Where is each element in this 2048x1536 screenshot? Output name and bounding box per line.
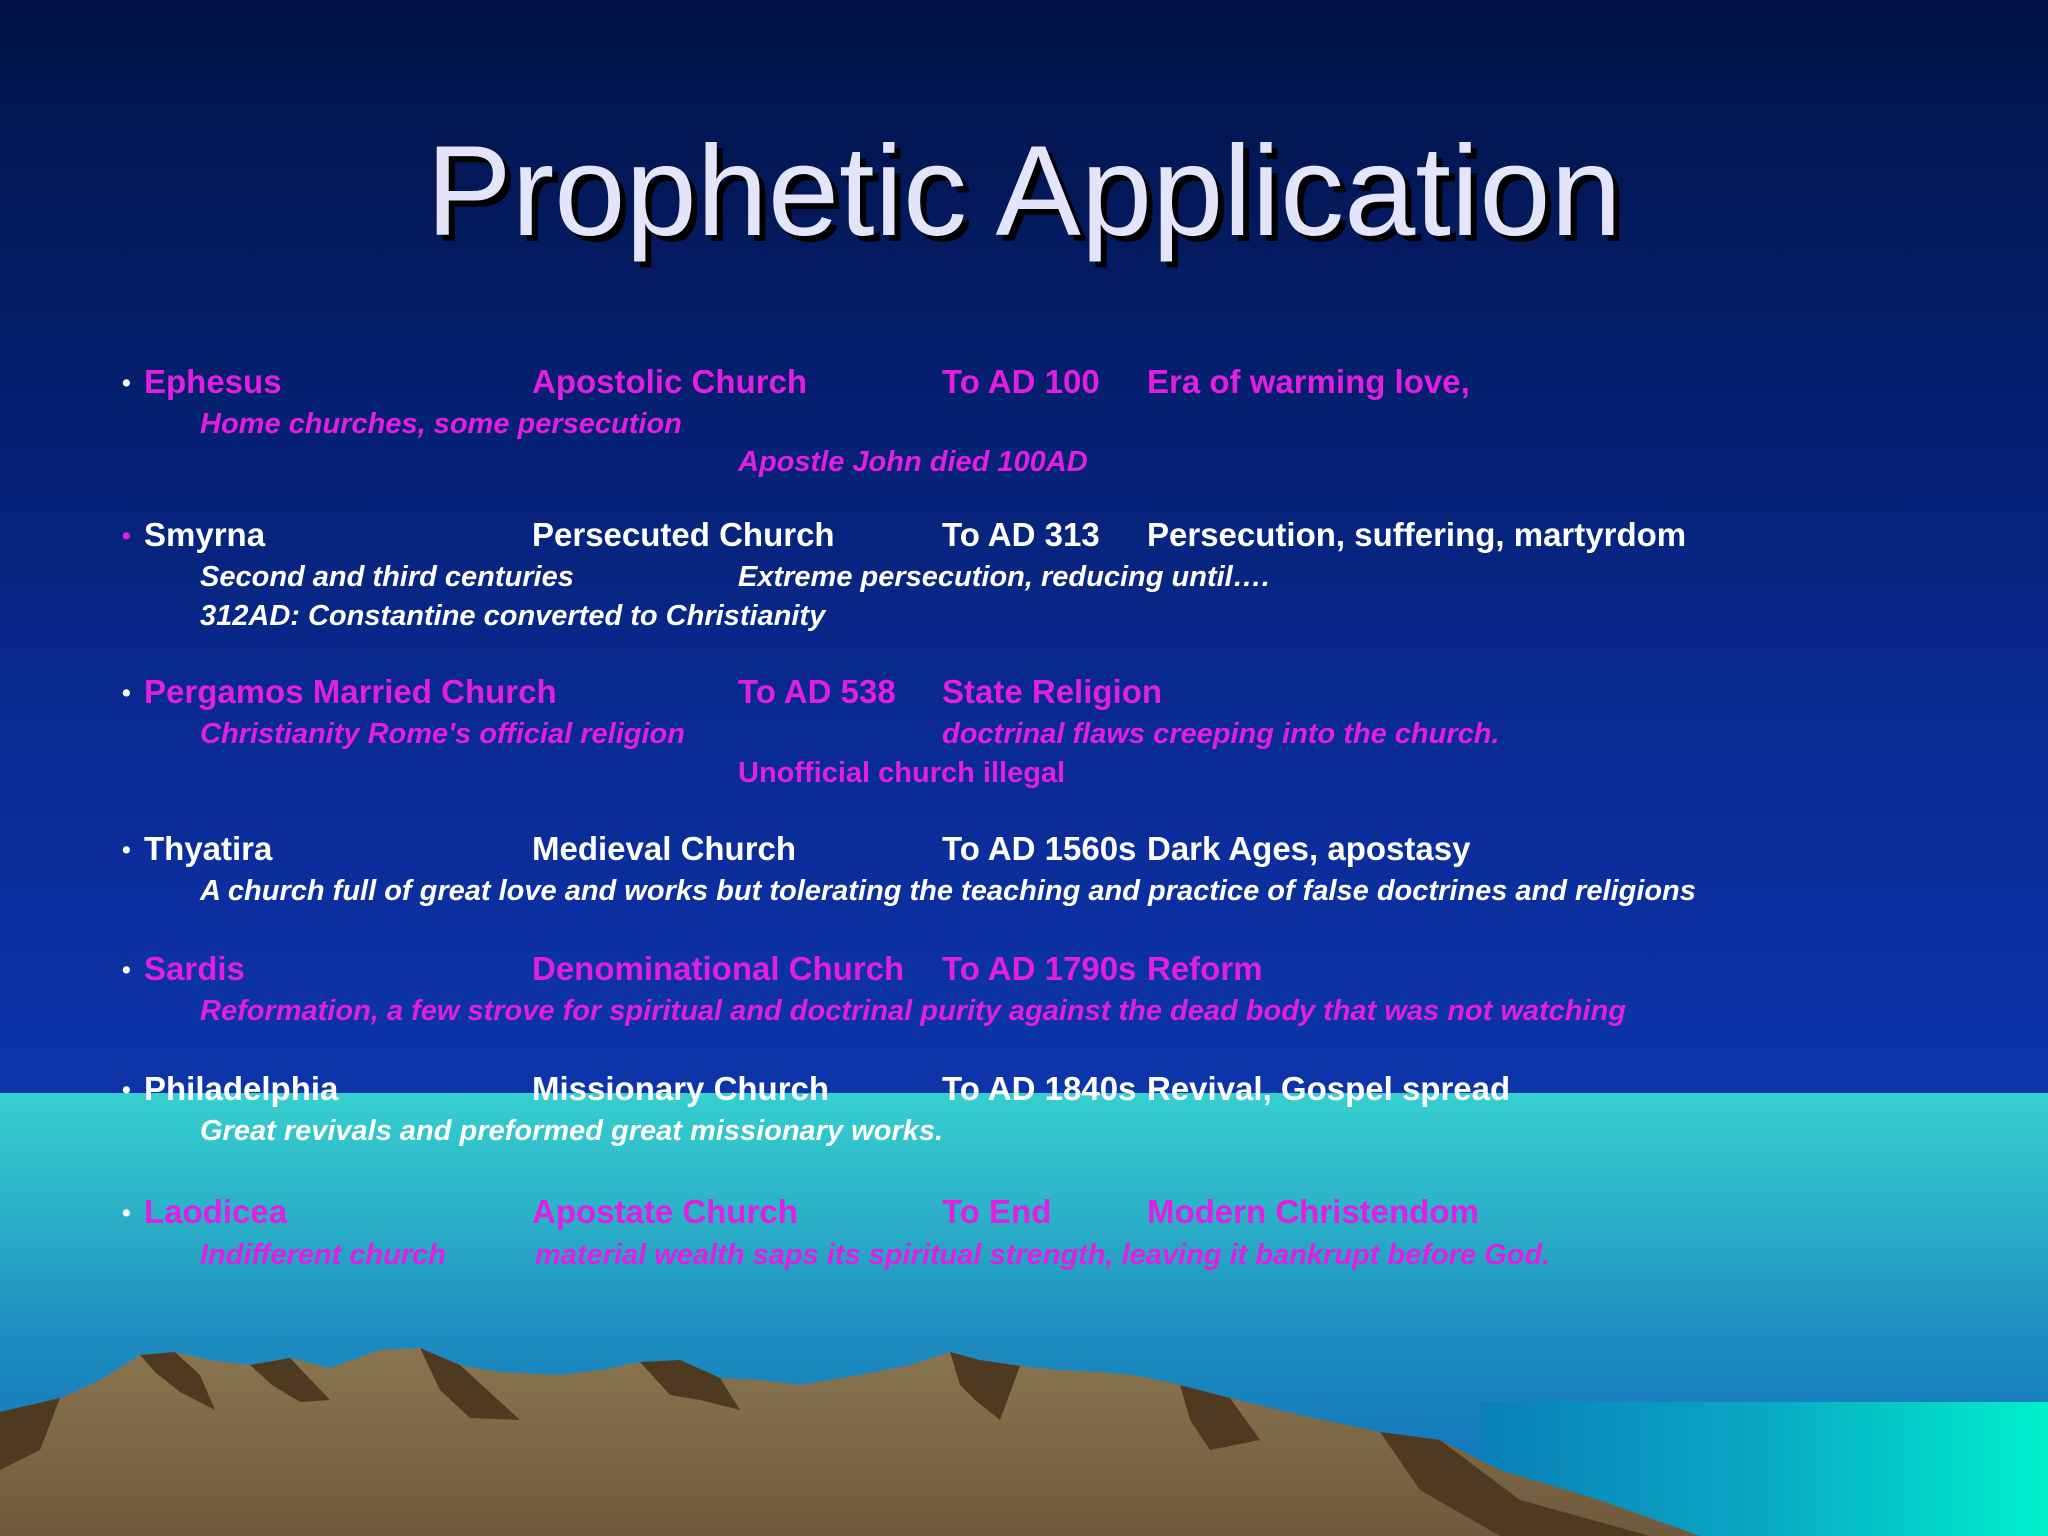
- church-era: Modern Christendom: [1147, 1193, 1479, 1230]
- church-note: Christianity Rome's official religion: [200, 718, 685, 750]
- church-note: Reformation, a few strove for spiritual and doctrinal purity against the dead body that was not watching: [200, 995, 1627, 1027]
- church-type: Denominational Church: [532, 950, 905, 987]
- church-era: Revival, Gospel spread: [1147, 1070, 1511, 1107]
- bullet: •: [122, 1199, 131, 1227]
- church-note: doctrinal flaws creeping into the church.: [942, 718, 1500, 750]
- church-period: To AD 538: [738, 673, 896, 710]
- church-era: State Religion: [942, 673, 1163, 710]
- church-note: Great revivals and preformed great missionary works.: [200, 1115, 944, 1147]
- bullet: •: [122, 679, 131, 707]
- church-period: To AD 1790s: [942, 950, 1137, 987]
- church-name: Philadelphia: [144, 1070, 339, 1107]
- church-type: Persecuted Church: [532, 516, 835, 553]
- church-note: Extreme persecution, reducing until….: [738, 561, 1270, 593]
- bullet: •: [122, 1076, 131, 1104]
- church-name: Pergamos Married Church: [144, 673, 557, 710]
- church-name: Thyatira: [144, 830, 273, 867]
- church-type: Medieval Church: [532, 830, 797, 867]
- church-type: Apostate Church: [532, 1193, 798, 1230]
- church-note: Unofficial church illegal: [738, 757, 1066, 789]
- church-era: Dark Ages, apostasy: [1147, 830, 1471, 867]
- slide-title: Prophetic Application: [426, 120, 1622, 263]
- church-period: To AD 1840s: [942, 1070, 1137, 1107]
- church-period: To End: [942, 1193, 1052, 1230]
- church-note: material wealth saps its spiritual strength, leaving it bankrupt before God.: [535, 1239, 1551, 1271]
- bullet: •: [122, 522, 131, 550]
- bullet: •: [122, 369, 131, 397]
- church-era: Persecution, suffering, martyrdom: [1147, 516, 1687, 553]
- bullet: •: [122, 956, 131, 984]
- church-period: To AD 1560s: [942, 830, 1137, 867]
- church-type: Missionary Church: [532, 1070, 830, 1107]
- church-name: Laodicea: [144, 1193, 288, 1230]
- church-name: Smyrna: [144, 516, 266, 553]
- church-name: Ephesus: [144, 363, 282, 400]
- bullet: •: [122, 836, 131, 864]
- church-note: Home churches, some persecution: [200, 408, 682, 440]
- church-note: A church full of great love and works but tolerating the teaching and practice of false doctrines and religions: [200, 875, 1696, 907]
- church-note: 312AD: Constantine converted to Christianity: [200, 600, 826, 632]
- mountain-range: [0, 1348, 1700, 1536]
- church-note: Apostle John died 100AD: [738, 446, 1088, 478]
- church-era: Reform: [1147, 950, 1263, 987]
- church-period: To AD 313: [942, 516, 1100, 553]
- church-note: Second and third centuries: [200, 561, 574, 593]
- church-name: Sardis: [144, 950, 245, 987]
- church-type: Apostolic Church: [532, 363, 808, 400]
- church-era: Era of warming love,: [1147, 363, 1470, 400]
- church-period: To AD 100: [942, 363, 1100, 400]
- church-note: Indifferent church: [200, 1239, 446, 1271]
